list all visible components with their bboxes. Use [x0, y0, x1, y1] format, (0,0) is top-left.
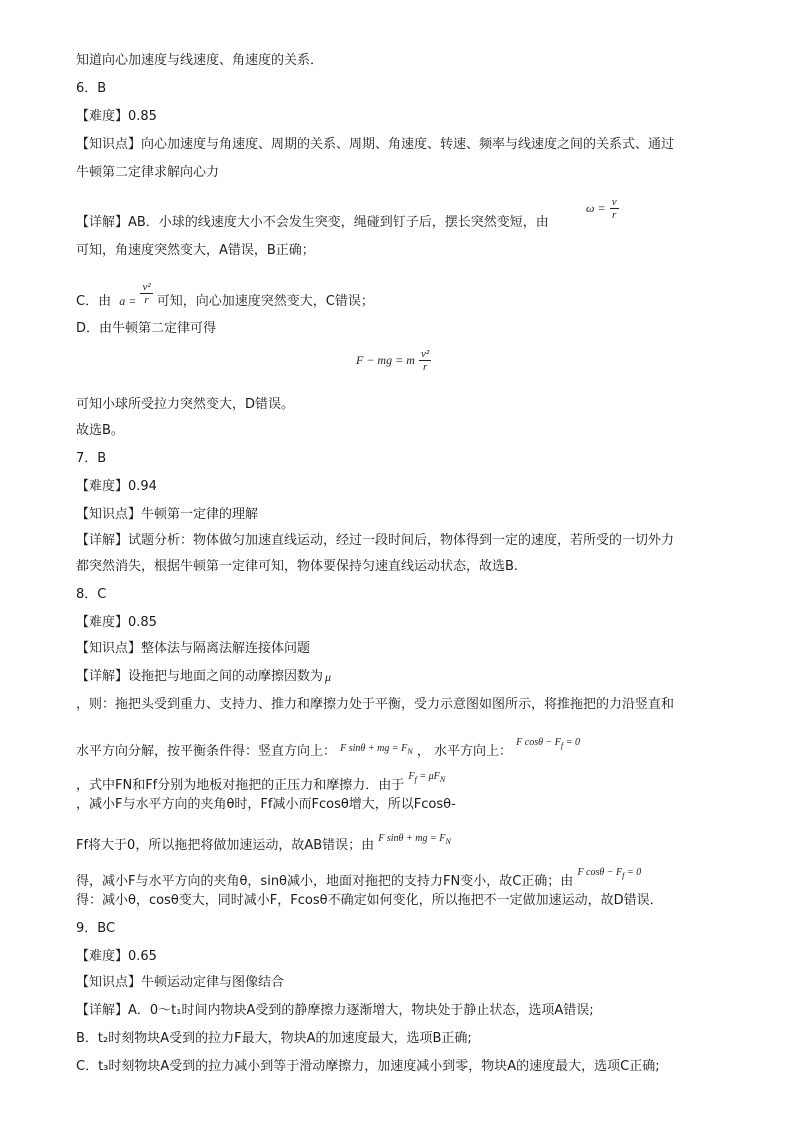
q7-difficulty: 【难度】0.94 — [76, 479, 157, 494]
q8-detail-line-2: ，则：拖把头受到重力、支持力、推力和摩擦力处于平衡，受力示意图如图所示，将推拖把的力沿竖直和 — [76, 697, 675, 712]
q9-knowledge: 【知识点】牛顿运动定律与图像结合 — [76, 975, 285, 990]
q6-knowledge-line-1: 【知识点】向心加速度与角速度、周期的关系、周期、角速度、转速、频率与线速度之间的关系式、通过 — [76, 137, 675, 152]
q6-detail-line-2: 可知，角速度突然变大，A错误，B正确； — [76, 243, 315, 258]
q6-difficulty: 【难度】0.85 — [76, 109, 157, 124]
q6-detail-line-6: 故选B。 — [76, 423, 124, 438]
q8-detail-line-6: Ff将大于0，所以拖把将做加速运动，故AB错误；由 $^{F sin\theta + mg = F_N}$ — [76, 833, 451, 853]
q8-knowledge: 【知识点】整体法与隔离法解连接体问题 — [76, 641, 311, 656]
q8-detail-line-4: ，式中FN和Ff分别为地板对拖把的正压力和摩擦力．由于 $^{F_f = \mu F_N}$ — [76, 771, 446, 793]
q8-detail-line-8: 得：减小θ，cosθ变大，同时减小F，Fcosθ不确定如何变化，所以拖把不一定做加速运动，故D错误． — [76, 893, 663, 908]
omega-formula: ω = $\frac{v}{r}$ — [586, 196, 617, 221]
intro-line: 知道向心加速度与线速度、角速度的关系． — [76, 53, 324, 68]
q6-detail-line-5: 可知小球所受拉力突然变大，D错误。 — [76, 397, 295, 412]
q9-detail-line-1: 【详解】A．0～t₁时间内物块A受到的静摩擦力逐渐增大，物块处于静止状态，选项A错误; — [76, 1003, 594, 1018]
q7-answer: 7．B — [76, 451, 107, 466]
q7-knowledge: 【知识点】牛顿第一定律的理解 — [76, 507, 259, 522]
q8-answer: 8．C — [76, 587, 107, 602]
q6-detail-line-1: 【详解】AB．小球的线速度大小不会发生突变，绳碰到钉子后，摆长突然变短，由 — [76, 215, 549, 230]
q7-detail-line-1: 【详解】试题分析：物体做匀加速直线运动，经过一段时间后，物体得到一定的速度，若所受的一切外力 — [76, 533, 675, 548]
q9-detail-line-2: B．t₂时刻物块A受到的拉力F最大，物块A的加速度最大，选项B正确; — [76, 1031, 472, 1046]
q8-difficulty: 【难度】0.85 — [76, 615, 157, 630]
q6-detail-line-3: C．由 a = $\frac{\text{v²}}{r}$ 可知，向心加速度突然变大，C错误； — [76, 281, 374, 309]
q6-answer: 6．B — [76, 81, 107, 96]
q6-knowledge-line-2: 牛顿第二定律求解向心力 — [76, 165, 220, 180]
q9-detail-line-3: C．t₃时刻物块A受到的拉力减小到等于滑动摩擦力，加速度减小到零，物块A的速度最大，选项C正确; — [76, 1059, 660, 1074]
q9-difficulty: 【难度】0.65 — [76, 949, 157, 964]
q8-detail-line-7: 得，减小F与水平方向的夹角θ，sinθ减小，地面对拖把的支持力FN变小，故C正确；由 $^{F cos\theta - F_f = 0}$ — [76, 867, 642, 889]
newton-second-law-formula: F − mg = m $\frac{\text{v²}}{r}$ — [356, 348, 430, 373]
q9-answer: 9．BC — [76, 921, 116, 936]
q7-detail-line-2: 都突然消失，根据牛顿第一定律可知，物体要保持匀速直线运动状态，故选B. — [76, 559, 519, 574]
q6-detail-line-4: D．由牛顿第二定律可得 — [76, 321, 217, 336]
q8-detail-line-5: ，减小F与水平方向的夹角θ时，Ff减小而Fcosθ增大，所以Fcosθ- — [76, 797, 456, 812]
q8-detail-line-1: 【详解】设拖把与地面之间的动摩擦因数为 μ — [76, 669, 332, 684]
q8-detail-line-3: 水平方向分解，按平衡条件得：竖直方向上： $^{F sin\theta + mg = F_N}$ ， 水平方向上： $^{F cos\theta - F_f = 0}$ — [76, 737, 580, 759]
